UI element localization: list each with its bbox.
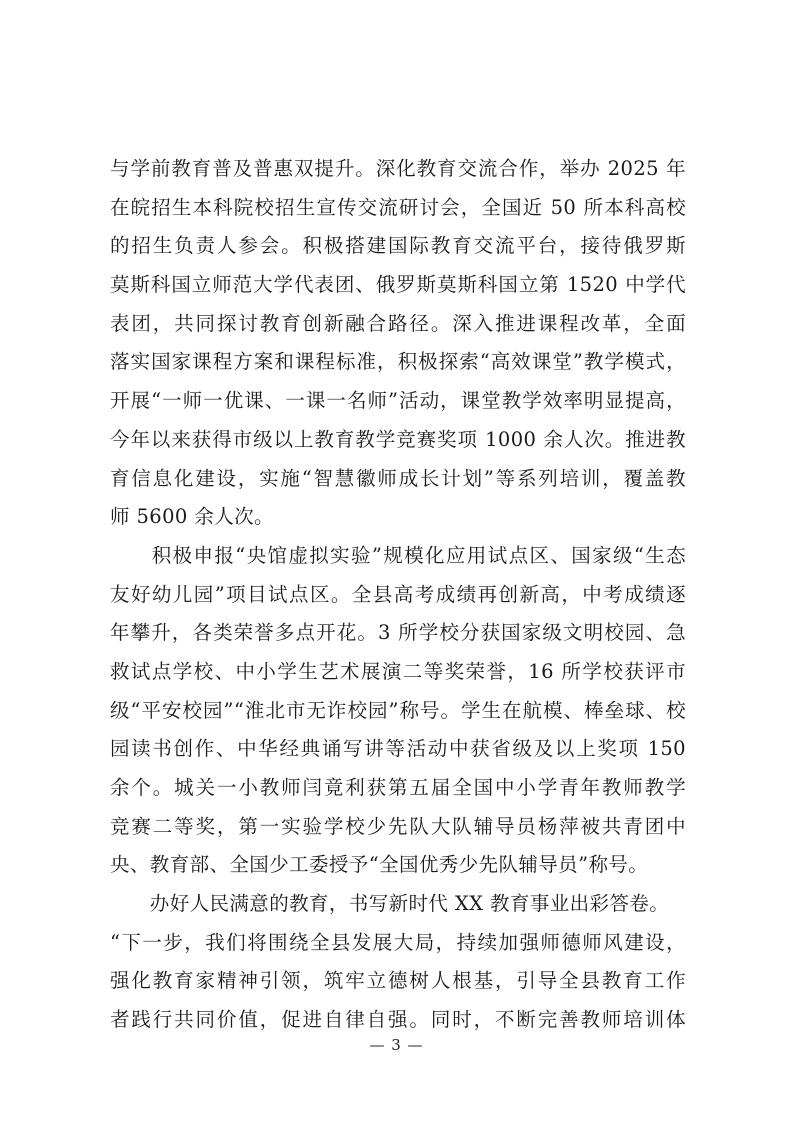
text-line: 年攀升，各类荣誉多点开花。3 所学校分获国家级文明校园、急 bbox=[110, 621, 686, 645]
text-line: 救试点学校、中小学生艺术展演二等奖荣誉，16 所学校获评市 bbox=[110, 659, 686, 683]
text-line: 与学前教育普及普惠双提升。深化教育交流合作，举办 2025 年 bbox=[110, 157, 686, 180]
text-line: 级“平安校园”“淮北市无诈校园”称号。学生在航模、棒垒球、校 bbox=[110, 698, 686, 722]
text-line: 莫斯科国立师范大学代表团、俄罗斯莫斯科国立第 1520 中学代 bbox=[110, 273, 686, 297]
text-line: 园读书创作、中华经典诵写讲等活动中获省级及以上奖项 150 bbox=[110, 737, 686, 761]
text-line: 办好人民满意的教育，书写新时代 XX 教育事业出彩答卷。 bbox=[110, 892, 670, 916]
text-line: 友好幼儿园”项目试点区。全县高考成绩再创新高，中考成绩逐 bbox=[110, 582, 686, 606]
page-number: — 3 — bbox=[369, 1036, 424, 1054]
text-line: 在皖招生本科院校招生宣传交流研讨会，全国近 50 所本科高校 bbox=[110, 195, 686, 219]
text-line: “下一步，我们将围绕全县发展大局，持续加强师德师风建设， bbox=[110, 930, 686, 954]
body-text bbox=[110, 150, 686, 1040]
text-line: 央、教育部、全国少工委授予“全国优秀少先队辅导员”称号。 bbox=[110, 853, 649, 877]
text-line: 的招生负责人参会。积极搭建国际教育交流平台，接待俄罗斯 bbox=[110, 234, 686, 258]
text-line: 今年以来获得市级以上教育教学竞赛奖项 1000 余人次。推进教 bbox=[110, 427, 686, 451]
text-line: 积极申报“央馆虚拟实验”规模化应用试点区、国家级“生态 bbox=[110, 543, 686, 567]
text-line: 师 5600 余人次。 bbox=[110, 505, 274, 529]
text-line: 育信息化建设，实施“智慧徽师成长计划”等系列培训，覆盖教 bbox=[110, 466, 686, 490]
text-line: 者践行共同价值，促进自律自强。同时，不断完善教师培训体 bbox=[110, 1008, 686, 1032]
text-line: 余个。城关一小教师闫竟利获第五届全国中小学青年教师教学 bbox=[110, 776, 686, 799]
text-line: 开展“一师一优课、一课一名师”活动，课堂教学效率明显提高， bbox=[110, 389, 686, 413]
text-line: 强化教育家精神引领，筑牢立德树人根基，引导全县教育工作 bbox=[110, 969, 686, 993]
text-line: 落实国家课程方案和课程标准，积极探索“高效课堂”教学模式， bbox=[110, 350, 686, 374]
text-line: 表团，共同探讨教育创新融合路径。深入推进课程改革，全面 bbox=[110, 311, 686, 335]
text-line: 竞赛二等奖，第一实验学校少先队大队辅导员杨萍被共青团中 bbox=[110, 814, 686, 838]
